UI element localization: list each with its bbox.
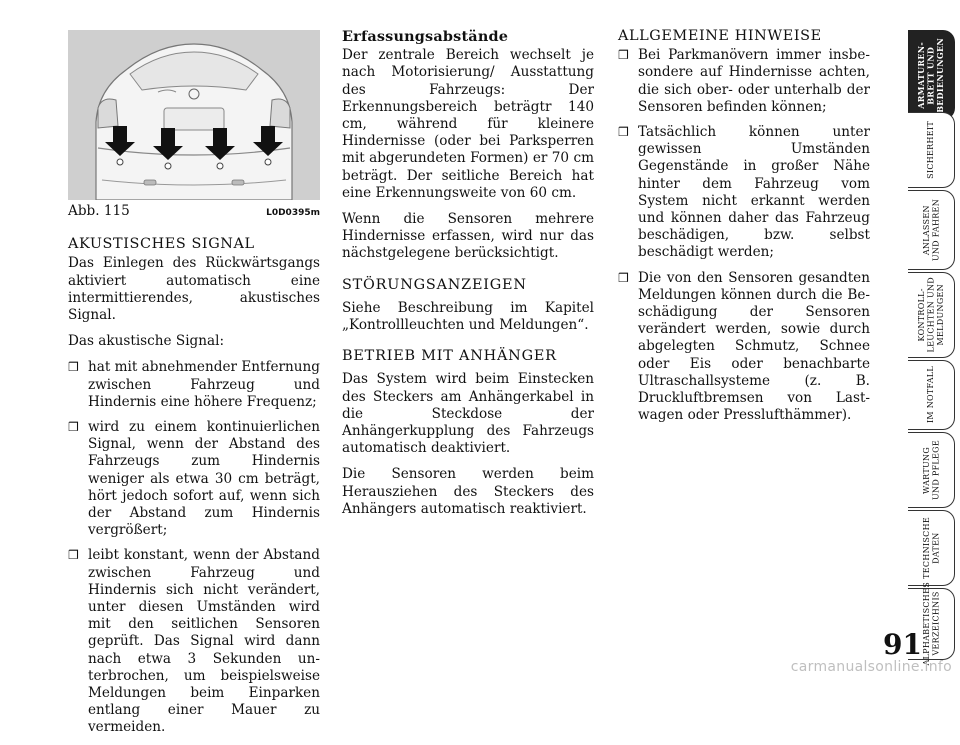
heading-betrieb-mit-anhaenger: BETRIEB MIT ANHÄNGER [342, 348, 557, 365]
paragraph: Der zentrale Bereich wechselt je nach Motorisierung/ Ausstattung des Fahrzeugs: Der Erkennungsbereich beträgtr 140 cm, während für kleinere Hindernisse (oder bei Parksperren mit abgerundeten Formen) er 70 cm beträgt. Der seitliche Bereich hat eine Erkennungsweite von 60 cm. [342, 47, 594, 201]
bullet-list [618, 47, 870, 424]
figure-label: Abb. 115 [68, 203, 130, 219]
list-item: ❒ hat mit abnehmender Entfernung zwischen Fahrzeug und Hindernis eine höhere Frequenz; [68, 359, 320, 411]
watermark: carmanualsonline.info [790, 659, 952, 675]
tab-wartung[interactable]: WARTUNG UND PFLEGE [908, 432, 955, 508]
tab-verzeichnis[interactable]: ALPHABETISCHES VERZEICHNIS [908, 588, 955, 660]
tab-im-notfall[interactable]: IM NOTFALL [908, 360, 955, 430]
paragraph: Das akustische Signal: [68, 333, 225, 350]
paragraph: Siehe Beschreibung im Kapitel „Kontrollleuchten und Meldungen“. [342, 299, 594, 334]
figure-caption [68, 203, 320, 222]
bullet-list [68, 359, 320, 736]
heading-akustisches-signal: AKUSTISCHES SIGNAL [68, 236, 255, 253]
heading-erfassungsabstaende: Erfassungsabstände [342, 28, 509, 45]
paragraph: Wenn die Sensoren mehrere Hindernisse erfassen, wird nur das nächstgelegene berücksichtigt. [342, 211, 594, 262]
column-3 [618, 28, 870, 432]
paragraph: Das System wird beim Einstecken des Steckers am Anhängerkabel in die Steckdose der Anhängerkupplung des Fahrzeugs automatisch deaktiviert. [342, 371, 594, 457]
heading-allgemeine-hinweise: ALLGEMEINE HINWEISE [618, 28, 822, 44]
list-item: ❒ wird zu einem kontinuierlichen Signal, wenn der Abstand des Fahrzeugs zum Hindernis weniger als etwa 30 cm beträgt, hört jedoch sofort auf, wenn sich der Abstand zum Hindernis vergrößert; [68, 419, 320, 539]
paragraph: Das Einlegen des Rückwärtsgangs aktiviert automatisch eine intermittierendes, akustisches Signal. [68, 255, 320, 324]
list-item: ❒ Bei Parkmanövern immer insbesondere auf Hindernisse achten, die sich ober- oder unterhalb der Sensoren befinden können; [618, 47, 870, 116]
list-item: ❒ Tatsächlich können unter gewissen Umständen Gegenstände in großer Nähe hinter dem Fahrzeug vom System nicht erkannt werden und können daher das Fahrzeug beschädigen, bzw. selbst beschädigt werden; [618, 124, 870, 262]
car-rear-illustration [68, 30, 320, 200]
column-1 [68, 0, 320, 745]
tab-technische-daten[interactable]: TECHNISCHE DATEN [908, 510, 955, 586]
list-item: ❒ Die von den Sensoren gesandten Meldungen können durch die Beschädigung der Sensoren verändert werden, sowie durch abgelegten Schmutz, Schnee oder Eis oder benachbarte Ultraschallsysteme (z. B. Druckluftbremsen von Lastwagen oder Presslufthämmer). [618, 270, 870, 425]
column-2 [342, 28, 594, 527]
car-rear-figure [68, 30, 320, 200]
page-number: 91 [883, 628, 922, 661]
tab-kontrollleuchten[interactable]: KONTROLL- LEUCHTEN UND MELDUNGEN [908, 272, 955, 358]
heading-stoerungsanzeigen: STÖRUNGSANZEIGEN [342, 276, 527, 293]
tab-sicherheit[interactable]: SICHERHEIT [908, 112, 955, 188]
tab-armaturenbrett[interactable]: ARMATUREN- BRETT UND BEDIENUNGEN [908, 30, 955, 120]
list-item: ❒ leibt konstant, wenn der Abstand zwischen Fahrzeug und Hindernis sich nicht verändert, unter diesen Umständen wird mit den seitlichen Sensoren geprüft. Das Signal wird dann nach etwa 3 Sekunden unterbrochen, um beispielsweise Meldungen beim Einparken entlang einer Mauer zu vermeiden. [68, 547, 320, 736]
tab-anlassen[interactable]: ANLASSEN UND FAHREN [908, 190, 955, 270]
figure-code: L0D0395m [266, 208, 320, 218]
paragraph: Die Sensoren werden beim Herausziehen des Steckers des Anhängers automatisch reaktiviert. [342, 466, 594, 517]
